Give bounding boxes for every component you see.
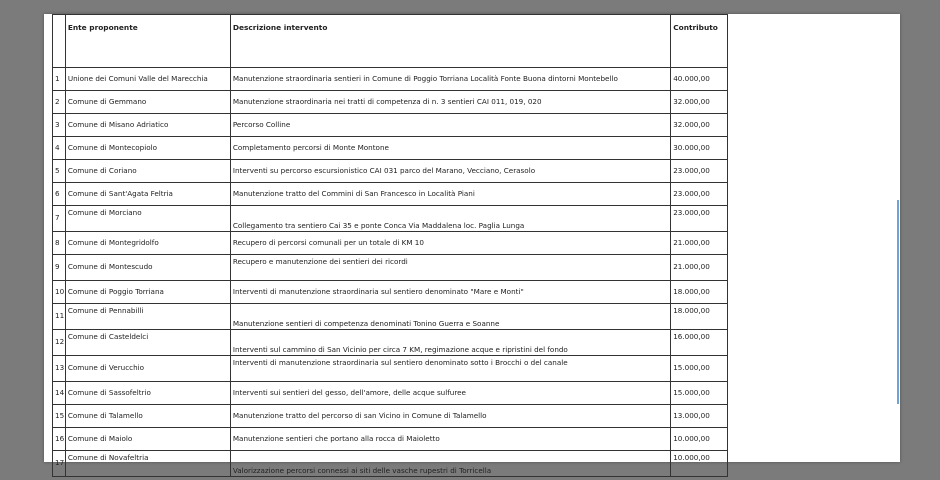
descrizione-cell: Valorizzazione percorsi connessi ai siti delle vasche rupestri di Torricella xyxy=(230,451,670,477)
ente-cell: Comune di Casteldelci xyxy=(65,330,230,356)
table-row xyxy=(53,206,728,232)
descrizione-cell: Interventi sui sentieri del gesso, dell'amore, delle acque sulfuree xyxy=(230,382,670,405)
ente-cell: Comune di Verucchio xyxy=(65,356,230,382)
row-number: 10 xyxy=(53,281,66,304)
descrizione-cell: Completamento percorsi di Monte Montone xyxy=(230,137,670,160)
table-row xyxy=(53,405,728,428)
row-number: 13 xyxy=(53,356,66,382)
ente-cell: Comune di Novafeltria xyxy=(65,451,230,477)
descrizione-cell: Interventi sul cammino di San Vicinio per circa 7 KM, regimazione acque e ripristini del fondo xyxy=(230,330,670,356)
contributo-cell: 10.000,00 xyxy=(671,428,728,451)
header-num xyxy=(53,15,66,68)
row-number: 4 xyxy=(53,137,66,160)
contributo-cell: 13.000,00 xyxy=(671,405,728,428)
contributo-cell: 32.000,00 xyxy=(671,91,728,114)
ente-cell: Comune di Pennabilli xyxy=(65,304,230,330)
table-row xyxy=(53,68,728,91)
table-row xyxy=(53,232,728,255)
ente-cell: Comune di Coriano xyxy=(65,160,230,183)
table-row xyxy=(53,356,728,382)
ente-cell: Comune di Maiolo xyxy=(65,428,230,451)
descrizione-cell: Percorso Colline xyxy=(230,114,670,137)
row-number: 14 xyxy=(53,382,66,405)
header-descrizione-intervento: Descrizione intervento xyxy=(230,15,670,68)
row-number: 12 xyxy=(53,330,66,356)
descrizione-cell: Recupero di percorsi comunali per un totale di KM 10 xyxy=(230,232,670,255)
contributo-cell: 10.000,00 xyxy=(671,451,728,477)
row-number: 17 xyxy=(53,451,66,477)
ente-cell: Comune di Sassofeltrio xyxy=(65,382,230,405)
descrizione-cell: Interventi di manutenzione straordinaria sul sentiero denominato sotto i Brocchi o del canale xyxy=(230,356,670,382)
contributo-cell: 30.000,00 xyxy=(671,137,728,160)
contributo-cell: 23.000,00 xyxy=(671,206,728,232)
descrizione-cell: Manutenzione sentieri di competenza denominati Tonino Guerra e Soanne xyxy=(230,304,670,330)
contributo-cell: 15.000,00 xyxy=(671,382,728,405)
contributo-cell: 18.000,00 xyxy=(671,281,728,304)
ente-cell: Comune di Gemmano xyxy=(65,91,230,114)
contributo-cell: 32.000,00 xyxy=(671,114,728,137)
table-row xyxy=(53,137,728,160)
contributo-cell: 21.000,00 xyxy=(671,232,728,255)
row-number: 9 xyxy=(53,255,66,281)
document-page xyxy=(44,14,900,475)
descrizione-cell: Manutenzione straordinaria sentieri in Comune di Poggio Torriana Località Fonte Buona dintorni Montebello xyxy=(230,68,670,91)
table-row xyxy=(53,114,728,137)
table-row xyxy=(53,255,728,281)
table-row xyxy=(53,382,728,405)
row-number: 3 xyxy=(53,114,66,137)
table-row xyxy=(53,451,728,477)
descrizione-cell: Manutenzione sentieri che portano alla rocca di Maioletto xyxy=(230,428,670,451)
descrizione-cell: Collegamento tra sentiero Cai 35 e ponte Conca Via Maddalena loc. Paglia Lunga xyxy=(230,206,670,232)
header-contributo: Contributo xyxy=(671,15,728,68)
table-row xyxy=(53,304,728,330)
ente-cell: Comune di Montescudo xyxy=(65,255,230,281)
contributo-cell: 23.000,00 xyxy=(671,183,728,206)
row-number: 2 xyxy=(53,91,66,114)
table-row xyxy=(53,330,728,356)
contributo-cell: 21.000,00 xyxy=(671,255,728,281)
descrizione-cell: Manutenzione straordinaria nei tratti di competenza di n. 3 sentieri CAI 011, 019, 020 xyxy=(230,91,670,114)
row-number: 1 xyxy=(53,68,66,91)
row-number: 15 xyxy=(53,405,66,428)
descrizione-cell: Manutenzione tratto del Commini di San Francesco in Località Piani xyxy=(230,183,670,206)
contributi-table xyxy=(52,14,728,477)
ente-cell: Comune di Sant'Agata Feltria xyxy=(65,183,230,206)
table-row xyxy=(53,183,728,206)
contributo-cell: 15.000,00 xyxy=(671,356,728,382)
row-number: 5 xyxy=(53,160,66,183)
contributo-cell: 40.000,00 xyxy=(671,68,728,91)
ente-cell: Comune di Montegridolfo xyxy=(65,232,230,255)
row-number: 11 xyxy=(53,304,66,330)
descrizione-cell: Interventi di manutenzione straordinaria sul sentiero denominato "Mare e Monti" xyxy=(230,281,670,304)
ente-cell: Comune di Morciano xyxy=(65,206,230,232)
ente-cell: Comune di Poggio Torriana xyxy=(65,281,230,304)
row-number: 16 xyxy=(53,428,66,451)
table-row xyxy=(53,160,728,183)
descrizione-cell: Manutenzione tratto del percorso di san Vicino in Comune di Talamello xyxy=(230,405,670,428)
table-row xyxy=(53,91,728,114)
row-number: 6 xyxy=(53,183,66,206)
ente-cell: Comune di Montecopiolo xyxy=(65,137,230,160)
descrizione-cell: Interventi su percorso escursionistico CAI 031 parco del Marano, Vecciano, Cerasolo xyxy=(230,160,670,183)
descrizione-cell: Recupero e manutenzione dei sentieri dei ricordi xyxy=(230,255,670,281)
table-row xyxy=(53,281,728,304)
ente-cell: Unione dei Comuni Valle del Marecchia xyxy=(65,68,230,91)
ente-cell: Comune di Misano Adriatico xyxy=(65,114,230,137)
row-number: 7 xyxy=(53,206,66,232)
row-number: 8 xyxy=(53,232,66,255)
ente-cell: Comune di Talamello xyxy=(65,405,230,428)
contributo-cell: 18.000,00 xyxy=(671,304,728,330)
contributo-cell: 16.000,00 xyxy=(671,330,728,356)
table-row xyxy=(53,428,728,451)
table-header-row xyxy=(53,15,728,68)
header-ente-proponente: Ente proponente xyxy=(65,15,230,68)
contributo-cell: 23.000,00 xyxy=(671,160,728,183)
selection-edge-indicator xyxy=(897,200,899,404)
